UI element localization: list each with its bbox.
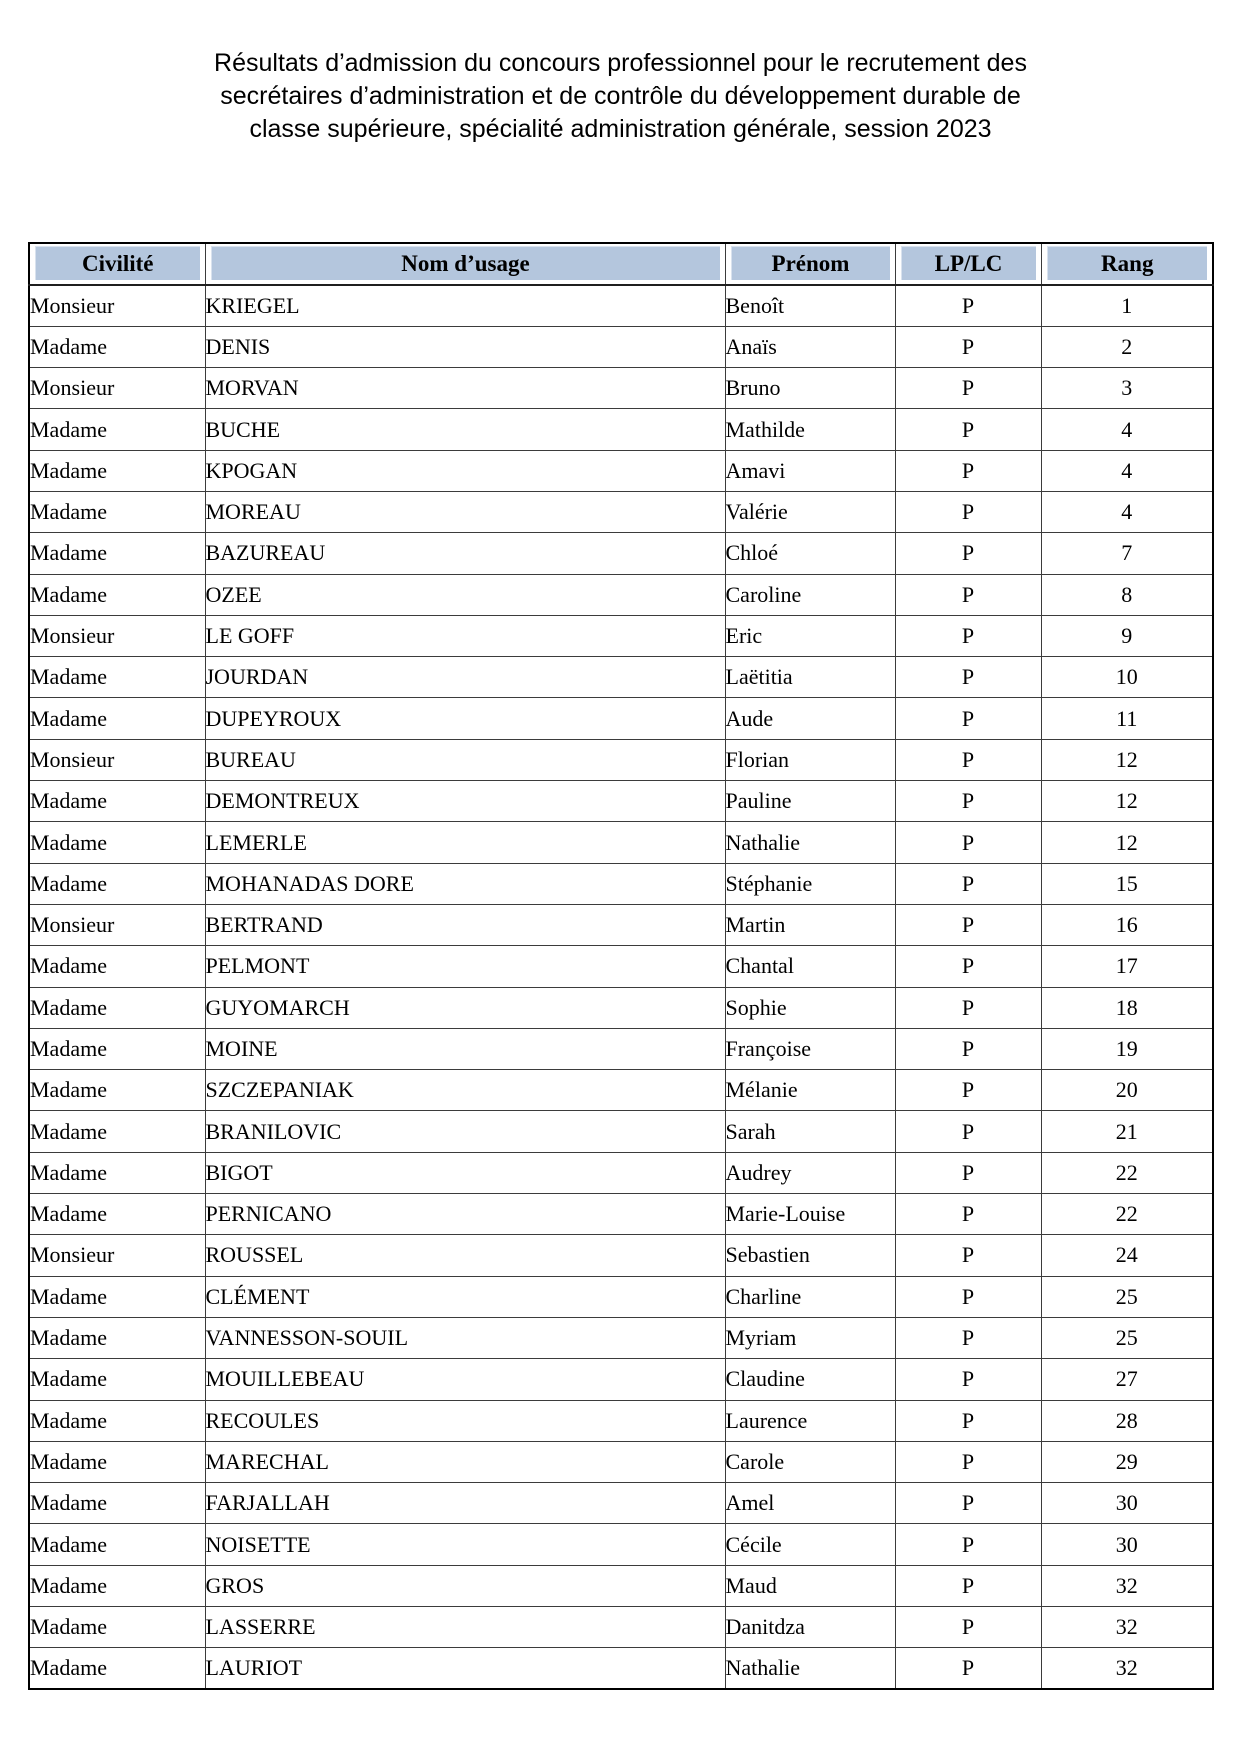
cell-prenom: Florian [725,739,895,780]
cell-lplc: P [895,1070,1041,1111]
cell-civilite: Madame [29,1524,205,1565]
cell-lplc: P [895,1359,1041,1400]
cell-prenom: Sarah [725,1111,895,1152]
cell-rang: 4 [1041,450,1213,491]
cell-prenom: Sophie [725,987,895,1028]
cell-lplc: P [895,1607,1041,1648]
cell-nom-usage: DUPEYROUX [205,698,725,739]
cell-civilite: Madame [29,1441,205,1482]
cell-nom-usage: ROUSSEL [205,1235,725,1276]
cell-civilite: Madame [29,781,205,822]
header-row [29,243,1213,285]
cell-lplc: P [895,615,1041,656]
cell-civilite: Madame [29,698,205,739]
cell-lplc: P [895,904,1041,945]
cell-prenom: Chloé [725,533,895,574]
cell-prenom: Amavi [725,450,895,491]
cell-civilite: Madame [29,987,205,1028]
cell-prenom: Caroline [725,574,895,615]
cell-nom-usage: KRIEGEL [205,285,725,326]
cell-nom-usage: BUCHE [205,409,725,450]
cell-rang: 32 [1041,1565,1213,1606]
cell-prenom: Bruno [725,368,895,409]
cell-rang: 17 [1041,946,1213,987]
cell-nom-usage: BERTRAND [205,904,725,945]
cell-civilite: Madame [29,1607,205,1648]
cell-nom-usage: CLÉMENT [205,1276,725,1317]
cell-lplc: P [895,409,1041,450]
cell-prenom: Pauline [725,781,895,822]
cell-prenom: Audrey [725,1152,895,1193]
table-row [29,987,1213,1028]
cell-prenom: Chantal [725,946,895,987]
cell-nom-usage: GUYOMARCH [205,987,725,1028]
table-row [29,946,1213,987]
cell-prenom: Amel [725,1483,895,1524]
table-row [29,739,1213,780]
cell-civilite: Monsieur [29,615,205,656]
cell-rang: 30 [1041,1524,1213,1565]
cell-prenom: Marie-Louise [725,1194,895,1235]
cell-civilite: Madame [29,1400,205,1441]
cell-prenom: Mélanie [725,1070,895,1111]
cell-civilite: Madame [29,574,205,615]
table-row [29,491,1213,532]
cell-prenom: Claudine [725,1359,895,1400]
cell-prenom: Valérie [725,491,895,532]
cell-rang: 21 [1041,1111,1213,1152]
cell-nom-usage: BIGOT [205,1152,725,1193]
table-row [29,1317,1213,1358]
cell-rang: 12 [1041,739,1213,780]
table-row [29,574,1213,615]
table-row [29,822,1213,863]
cell-rang: 18 [1041,987,1213,1028]
cell-civilite: Madame [29,1276,205,1317]
cell-rang: 11 [1041,698,1213,739]
cell-lplc: P [895,368,1041,409]
table-row [29,409,1213,450]
cell-civilite: Madame [29,1194,205,1235]
cell-nom-usage: MOHANADAS DORE [205,863,725,904]
cell-nom-usage: DEMONTREUX [205,781,725,822]
cell-lplc: P [895,1317,1041,1358]
table-row [29,1648,1213,1689]
cell-nom-usage: KPOGAN [205,450,725,491]
cell-nom-usage: MOREAU [205,491,725,532]
cell-civilite: Monsieur [29,1235,205,1276]
table-row [29,1235,1213,1276]
table-row [29,1194,1213,1235]
page-title-line-1: Résultats d’admission du concours professionnel pour le recrutement des [214,49,1027,77]
cell-prenom: Martin [725,904,895,945]
cell-rang: 3 [1041,368,1213,409]
results-table [28,242,1214,1690]
cell-lplc: P [895,533,1041,574]
cell-nom-usage: PELMONT [205,946,725,987]
table-row [29,1152,1213,1193]
cell-civilite: Madame [29,822,205,863]
cell-lplc: P [895,491,1041,532]
cell-lplc: P [895,1648,1041,1689]
table-row [29,1028,1213,1069]
cell-nom-usage: FARJALLAH [205,1483,725,1524]
cell-prenom: Myriam [725,1317,895,1358]
cell-lplc: P [895,987,1041,1028]
table-row [29,657,1213,698]
cell-rang: 27 [1041,1359,1213,1400]
cell-civilite: Madame [29,491,205,532]
cell-lplc: P [895,1565,1041,1606]
cell-nom-usage: OZEE [205,574,725,615]
table-row [29,904,1213,945]
cell-lplc: P [895,1152,1041,1193]
cell-prenom: Nathalie [725,1648,895,1689]
cell-prenom: Nathalie [725,822,895,863]
cell-nom-usage: BRANILOVIC [205,1111,725,1152]
cell-rang: 16 [1041,904,1213,945]
column-header-lplc [895,243,1041,285]
table-row [29,285,1213,326]
cell-rang: 25 [1041,1317,1213,1358]
cell-prenom: Anaïs [725,326,895,367]
cell-civilite: Monsieur [29,368,205,409]
table-row [29,615,1213,656]
table-row [29,1483,1213,1524]
cell-prenom: Françoise [725,1028,895,1069]
cell-nom-usage: NOISETTE [205,1524,725,1565]
cell-rang: 30 [1041,1483,1213,1524]
cell-prenom: Laëtitia [725,657,895,698]
cell-rang: 9 [1041,615,1213,656]
column-header-nom-usage [205,243,725,285]
column-header-rang [1041,243,1213,285]
cell-rang: 20 [1041,1070,1213,1111]
cell-rang: 4 [1041,491,1213,532]
cell-civilite: Madame [29,1111,205,1152]
column-header-prenom [725,243,895,285]
cell-nom-usage: LEMERLE [205,822,725,863]
cell-lplc: P [895,1483,1041,1524]
cell-rang: 24 [1041,1235,1213,1276]
cell-rang: 7 [1041,533,1213,574]
table-row [29,1070,1213,1111]
cell-civilite: Madame [29,946,205,987]
cell-prenom: Cécile [725,1524,895,1565]
cell-civilite: Monsieur [29,285,205,326]
cell-civilite: Madame [29,1359,205,1400]
cell-civilite: Monsieur [29,904,205,945]
cell-prenom: Stéphanie [725,863,895,904]
cell-rang: 1 [1041,285,1213,326]
cell-civilite: Madame [29,1028,205,1069]
cell-civilite: Madame [29,409,205,450]
cell-civilite: Madame [29,1648,205,1689]
table-row [29,1111,1213,1152]
table-row [29,1565,1213,1606]
cell-prenom: Eric [725,615,895,656]
cell-nom-usage: LE GOFF [205,615,725,656]
cell-civilite: Madame [29,1565,205,1606]
column-header-civilite [29,243,205,285]
page-title [60,47,1181,146]
cell-rang: 32 [1041,1648,1213,1689]
cell-rang: 2 [1041,326,1213,367]
cell-lplc: P [895,1524,1041,1565]
cell-nom-usage: MORVAN [205,368,725,409]
cell-nom-usage: MOUILLEBEAU [205,1359,725,1400]
cell-lplc: P [895,698,1041,739]
cell-civilite: Madame [29,1152,205,1193]
table-row [29,1441,1213,1482]
cell-nom-usage: MARECHAL [205,1441,725,1482]
cell-civilite: Madame [29,1070,205,1111]
cell-nom-usage: SZCZEPANIAK [205,1070,725,1111]
cell-nom-usage: MOINE [205,1028,725,1069]
cell-lplc: P [895,1235,1041,1276]
cell-lplc: P [895,1441,1041,1482]
column-header-rang-label: Rang [1047,246,1208,280]
cell-civilite: Madame [29,450,205,491]
cell-lplc: P [895,1194,1041,1235]
cell-prenom: Maud [725,1565,895,1606]
table-body [29,285,1213,1689]
cell-lplc: P [895,781,1041,822]
cell-lplc: P [895,822,1041,863]
cell-rang: 8 [1041,574,1213,615]
page-title-line-3: classe supérieure, spécialité administration générale, session 2023 [249,115,992,143]
cell-civilite: Madame [29,863,205,904]
cell-nom-usage: BUREAU [205,739,725,780]
cell-nom-usage: DENIS [205,326,725,367]
cell-lplc: P [895,326,1041,367]
cell-lplc: P [895,863,1041,904]
cell-civilite: Madame [29,657,205,698]
table-row [29,698,1213,739]
cell-lplc: P [895,285,1041,326]
cell-prenom: Charline [725,1276,895,1317]
cell-rang: 10 [1041,657,1213,698]
table-row [29,1607,1213,1648]
cell-lplc: P [895,1400,1041,1441]
column-header-prenom-label: Prénom [731,246,890,280]
table-row [29,1400,1213,1441]
table-header [29,243,1213,285]
cell-nom-usage: LAURIOT [205,1648,725,1689]
page-title-line-2: secrétaires d’administration et de contrôle du développement durable de [220,82,1021,110]
cell-prenom: Carole [725,1441,895,1482]
cell-rang: 25 [1041,1276,1213,1317]
table-row [29,1524,1213,1565]
table-row [29,1276,1213,1317]
column-header-lplc-label: LP/LC [901,246,1036,280]
cell-prenom: Sebastien [725,1235,895,1276]
cell-civilite: Monsieur [29,739,205,780]
table-row [29,326,1213,367]
cell-prenom: Laurence [725,1400,895,1441]
cell-rang: 32 [1041,1607,1213,1648]
cell-rang: 12 [1041,822,1213,863]
table-row [29,1359,1213,1400]
column-header-civilite-label: Civilité [35,246,200,280]
table-row [29,863,1213,904]
cell-civilite: Madame [29,533,205,574]
cell-lplc: P [895,574,1041,615]
cell-prenom: Danitdza [725,1607,895,1648]
cell-rang: 28 [1041,1400,1213,1441]
cell-lplc: P [895,450,1041,491]
cell-lplc: P [895,946,1041,987]
cell-rang: 19 [1041,1028,1213,1069]
cell-nom-usage: BAZUREAU [205,533,725,574]
cell-lplc: P [895,739,1041,780]
cell-rang: 22 [1041,1152,1213,1193]
cell-lplc: P [895,1276,1041,1317]
cell-rang: 4 [1041,409,1213,450]
cell-nom-usage: RECOULES [205,1400,725,1441]
table-row [29,450,1213,491]
cell-prenom: Mathilde [725,409,895,450]
cell-lplc: P [895,657,1041,698]
cell-rang: 15 [1041,863,1213,904]
table-row [29,781,1213,822]
cell-rang: 22 [1041,1194,1213,1235]
cell-prenom: Aude [725,698,895,739]
cell-nom-usage: GROS [205,1565,725,1606]
table-row [29,533,1213,574]
cell-prenom: Benoît [725,285,895,326]
cell-civilite: Madame [29,1317,205,1358]
cell-civilite: Madame [29,1483,205,1524]
table-row [29,368,1213,409]
cell-nom-usage: JOURDAN [205,657,725,698]
cell-rang: 29 [1041,1441,1213,1482]
cell-nom-usage: VANNESSON-SOUIL [205,1317,725,1358]
cell-lplc: P [895,1028,1041,1069]
cell-nom-usage: PERNICANO [205,1194,725,1235]
cell-lplc: P [895,1111,1041,1152]
cell-rang: 12 [1041,781,1213,822]
cell-nom-usage: LASSERRE [205,1607,725,1648]
cell-civilite: Madame [29,326,205,367]
column-header-nom-usage-label: Nom d’usage [211,246,720,280]
